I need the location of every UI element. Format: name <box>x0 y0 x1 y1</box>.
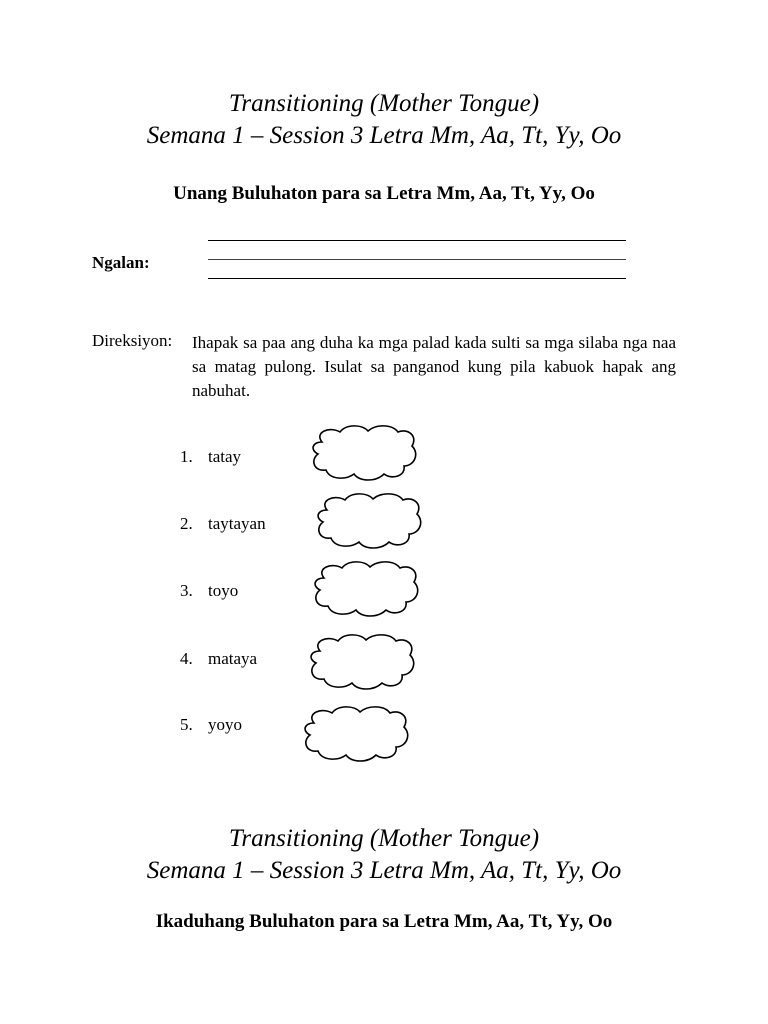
title-line-2: Semana 1 – Session 3 Letra Mm, Aa, Tt, Yy, Oo <box>146 857 622 884</box>
item-number: 1. <box>180 447 193 466</box>
item-word: yoyo <box>208 715 242 734</box>
item-word: tatay <box>208 447 242 466</box>
name-line-top <box>208 240 626 241</box>
cloud-answer-box[interactable] <box>308 424 420 482</box>
item-number: 3. <box>180 581 193 600</box>
activity-subtitle: Unang Buluhaton para sa Letra Mm, Aa, Tt, Yy, Oo <box>173 183 595 204</box>
item-word: mataya <box>208 649 258 668</box>
title-line-1: Transitioning (Mother Tongue) <box>228 825 540 852</box>
list-item <box>180 649 257 669</box>
directions-label: Direksiyon: <box>92 331 173 350</box>
cloud-answer-box[interactable] <box>300 705 412 763</box>
item-number: 4. <box>180 649 193 668</box>
worksheet-title <box>0 88 768 152</box>
item-word: taytayan <box>208 514 266 533</box>
list-item <box>180 447 241 467</box>
title-line-2: Semana 1 – Session 3 Letra Mm, Aa, Tt, Yy, Oo <box>146 122 622 149</box>
title-line-1: Transitioning (Mother Tongue) <box>228 90 540 117</box>
name-label: Ngalan: <box>92 253 150 272</box>
activity-subtitle-2: Ikaduhang Buluhaton para sa Letra Mm, Aa, Tt, Yy, Oo <box>155 911 613 932</box>
item-word: toyo <box>208 581 239 600</box>
list-item <box>180 514 266 534</box>
name-line-bottom <box>208 278 626 279</box>
worksheet-title-2 <box>0 823 768 887</box>
cloud-answer-box[interactable] <box>310 560 422 618</box>
cloud-answer-box[interactable] <box>313 492 425 550</box>
item-number: 2. <box>180 514 193 533</box>
list-item <box>180 715 242 735</box>
name-line-middle <box>208 259 626 260</box>
cloud-answer-box[interactable] <box>306 632 418 692</box>
item-number: 5. <box>180 715 193 734</box>
list-item <box>180 581 238 601</box>
directions-text: Ihapak sa paa ang duha ka mga palad kada sulti sa mga silaba nga naa sa matag pulong. Isulat sa panganod kung pila kabuok hapak ang nabuhat. <box>192 333 676 400</box>
